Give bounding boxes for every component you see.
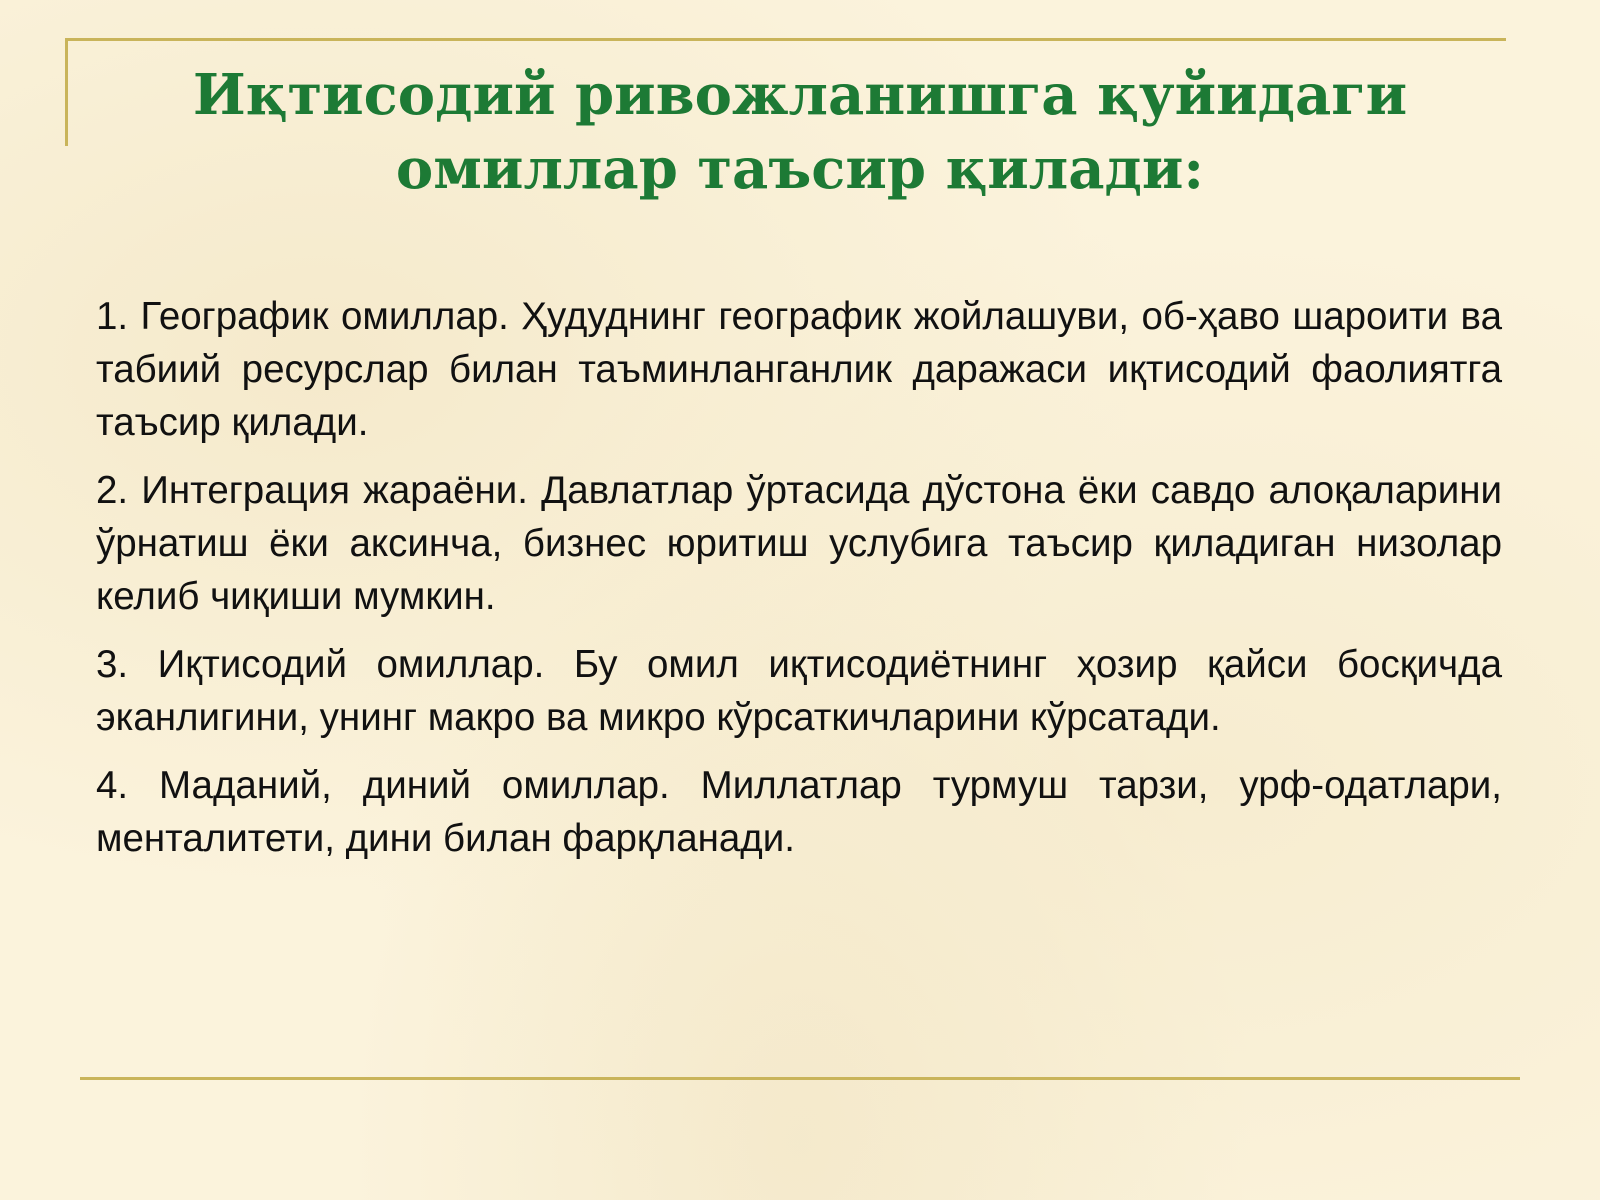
slide-body: [96, 290, 1502, 880]
paragraph-cultural-religious-factors: 4. Маданий, диний омиллар. Миллатлар турмуш тарзи, урф-одатлари, менталитети, дини билан фарқланади.: [96, 764, 1502, 860]
paragraph-integration-process: 2. Интеграция жараёни. Давлатлар ўртасида дўстона ёки савдо алоқаларини ўрнатиш ёки аксинча, бизнес юритиш услубига таъсир қиладиган низолар келиб чиқиши мумкин.: [96, 469, 1502, 618]
paragraph-geographic-factors: 1. Географик омиллар. Ҳудуднинг географик жойлашуви, об-ҳаво шароити ва табиий ресурслар билан таъминланганлик даражаси иқтисодий фаолиятга таъсир қилади.: [96, 295, 1502, 444]
paragraph-economic-factors: 3. Иқтисодий омиллар. Бу омил иқтисодиётнинг ҳозир қайси босқичда эканлигини, унинг макро ва микро кўрсаткичларини кўрсатади.: [96, 643, 1502, 739]
frame-left-line: [65, 38, 68, 146]
frame-bottom-line: [80, 1077, 1520, 1080]
frame-top-line: [66, 38, 1506, 41]
slide-title: Иқтисодий ривожланишга қуйидаги омиллар таъсир қилади:: [192, 62, 1408, 202]
